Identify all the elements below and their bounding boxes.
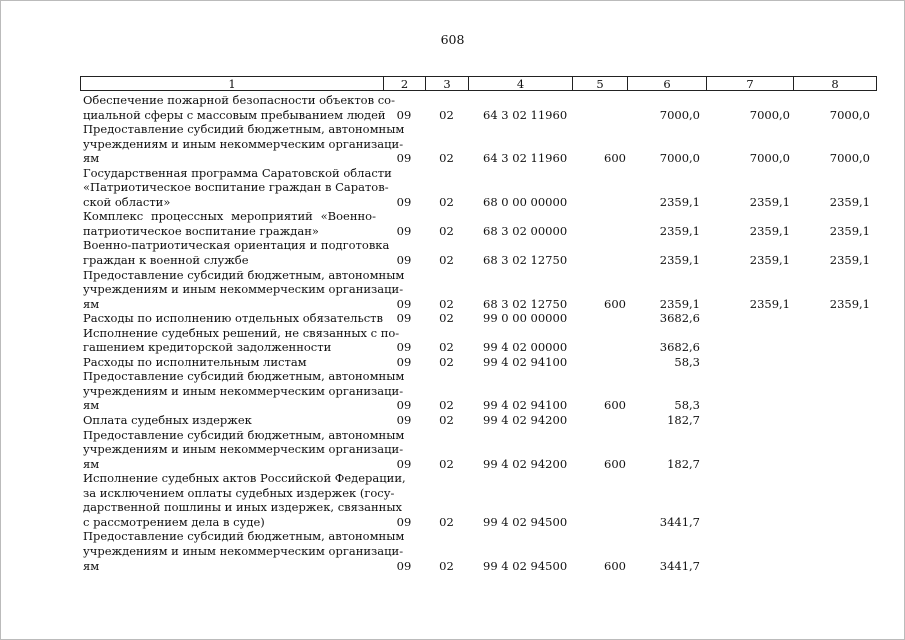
description-line: Расходы по исполнению отдельных обязательств xyxy=(83,311,383,326)
description-line: Предоставление субсидий бюджетным, автономным xyxy=(83,529,405,544)
header-col-7: 7 xyxy=(707,77,794,90)
description-line: граждан к военной службе xyxy=(83,253,249,268)
table-row xyxy=(0,238,905,267)
target-article: 68 3 02 12750 xyxy=(483,253,568,268)
header-col-4: 4 xyxy=(469,77,573,90)
expense-type: 600 xyxy=(604,398,626,413)
subsection-code: 02 xyxy=(439,296,454,311)
description-line: Предоставление субсидий бюджетным, автономным xyxy=(83,267,405,282)
section-code: 09 xyxy=(396,107,412,122)
section-code: 09 xyxy=(396,151,412,166)
section-code: 09 xyxy=(396,558,412,573)
subsection-code: 02 xyxy=(439,311,454,326)
section-code: 09 xyxy=(396,398,412,413)
amount-col-6: 7000,0 xyxy=(659,107,700,122)
header-col-1: 1 xyxy=(81,77,384,90)
amount-col-7: 2359,1 xyxy=(749,253,790,268)
amount-col-7: 2359,1 xyxy=(749,296,790,311)
subsection-code: 02 xyxy=(439,194,454,209)
target-article: 99 4 02 94200 xyxy=(483,456,568,471)
amount-col-7: 7000,0 xyxy=(749,151,790,166)
table-row xyxy=(0,311,905,326)
description-line: ям xyxy=(83,398,100,413)
description-line: Комплекс процессных мероприятий «Военно- xyxy=(83,209,376,224)
description-line: Исполнение судебных актов Российской Федерации, xyxy=(83,471,406,486)
expense-type: 600 xyxy=(604,558,626,573)
section-code: 09 xyxy=(396,311,412,326)
description-line: учреждениям и иным некоммерческим организаци- xyxy=(83,543,404,558)
subsection-code: 02 xyxy=(439,253,454,268)
amount-col-6: 58,3 xyxy=(674,354,700,369)
table-header xyxy=(80,76,877,91)
subsection-code: 02 xyxy=(439,223,454,238)
description-line: ям xyxy=(83,296,100,311)
amount-col-6: 3441,7 xyxy=(659,514,700,529)
amount-col-8: 2359,1 xyxy=(829,253,870,268)
section-code: 09 xyxy=(396,253,412,268)
amount-col-6: 58,3 xyxy=(674,398,700,413)
description-line: ям xyxy=(83,456,100,471)
row-description xyxy=(83,238,390,268)
amount-col-7: 7000,0 xyxy=(749,107,790,122)
row-description xyxy=(83,165,392,210)
amount-col-6: 3682,6 xyxy=(659,311,700,326)
amount-col-8: 7000,0 xyxy=(829,151,870,166)
table-row xyxy=(0,471,905,529)
header-col-8: 8 xyxy=(831,77,839,91)
amount-col-6: 2359,1 xyxy=(659,296,700,311)
description-line: за исключением оплаты судебных издержек (госу- xyxy=(83,485,395,500)
amount-col-7: 2359,1 xyxy=(749,223,790,238)
target-article: 68 0 00 00000 xyxy=(483,194,568,209)
subsection-code: 02 xyxy=(439,413,454,428)
description-line: Оплата судебных издержек xyxy=(83,413,252,428)
header-col-5: 5 xyxy=(573,77,628,90)
target-article: 68 3 02 00000 xyxy=(483,223,568,238)
target-article: 99 4 02 00000 xyxy=(483,340,568,355)
amount-col-6: 2359,1 xyxy=(659,253,700,268)
section-code: 09 xyxy=(396,340,412,355)
description-line: Расходы по исполнительным листам xyxy=(83,354,307,369)
description-line: дарственной пошлины и иных издержек, связанных xyxy=(83,500,402,515)
expense-type: 600 xyxy=(604,456,626,471)
amount-col-8: 2359,1 xyxy=(829,194,870,209)
amount-col-7: 2359,1 xyxy=(749,194,790,209)
description-line: ской области» xyxy=(83,194,171,209)
subsection-code: 02 xyxy=(439,151,454,166)
row-description xyxy=(83,325,400,355)
table-row xyxy=(0,166,905,210)
subsection-code: 02 xyxy=(439,514,454,529)
target-article: 99 4 02 94200 xyxy=(483,413,568,428)
section-code: 09 xyxy=(396,223,412,238)
header-col-3: 3 xyxy=(426,77,469,90)
description-line: Предоставление субсидий бюджетным, автономным xyxy=(83,369,405,384)
description-line: учреждениям и иным некоммерческим организаци- xyxy=(83,442,404,457)
table-row xyxy=(0,529,905,573)
amount-col-6: 2359,1 xyxy=(659,194,700,209)
subsection-code: 02 xyxy=(439,456,454,471)
target-article: 99 4 02 94100 xyxy=(483,398,568,413)
target-article: 99 4 02 94500 xyxy=(483,514,568,529)
row-description xyxy=(83,93,395,122)
description-line: гашением кредиторской задолженности xyxy=(83,340,332,355)
table-row xyxy=(0,93,905,122)
section-code: 09 xyxy=(396,456,412,471)
description-line: учреждениям и иным некоммерческим организаци- xyxy=(83,383,404,398)
description-line: патриотическое воспитание граждан» xyxy=(83,223,319,238)
subsection-code: 02 xyxy=(439,354,454,369)
description-line: с рассмотрением дела в суде) xyxy=(83,514,265,529)
target-article: 99 0 00 00000 xyxy=(483,311,568,326)
table-row xyxy=(0,268,905,312)
row-description xyxy=(83,311,383,326)
table-row xyxy=(0,122,905,166)
amount-col-6: 3441,7 xyxy=(659,558,700,573)
target-article: 99 4 02 94100 xyxy=(483,354,568,369)
target-article: 64 3 02 11960 xyxy=(483,107,568,122)
expense-type: 600 xyxy=(604,296,626,311)
table-body xyxy=(0,93,905,573)
description-line: учреждениям и иным некоммерческим организаци- xyxy=(83,136,404,151)
description-line: Государственная программа Саратовской области xyxy=(83,165,392,180)
row-description xyxy=(83,413,376,428)
description-line: циальной сферы с массовым пребыванием людей xyxy=(83,107,386,122)
target-article: 99 4 02 94500 xyxy=(483,558,568,573)
amount-col-8: 2359,1 xyxy=(829,296,870,311)
page-number: 608 xyxy=(440,32,465,47)
subsection-code: 02 xyxy=(439,558,454,573)
amount-col-8: 2359,1 xyxy=(829,223,870,238)
target-article: 64 3 02 11960 xyxy=(483,151,568,166)
subsection-code: 02 xyxy=(439,107,454,122)
section-code: 09 xyxy=(396,194,412,209)
description-line: Исполнение судебных решений, не связанных с по- xyxy=(83,325,400,340)
amount-col-6: 182,7 xyxy=(667,413,700,428)
target-article: 68 3 02 12750 xyxy=(483,296,568,311)
row-description xyxy=(83,209,376,238)
description-line: ям xyxy=(83,558,100,573)
row-description xyxy=(83,355,376,370)
table-row xyxy=(0,428,905,472)
table-row xyxy=(0,413,905,428)
subsection-code: 02 xyxy=(439,340,454,355)
amount-col-6: 182,7 xyxy=(667,456,700,471)
table-row xyxy=(0,326,905,355)
header-col-6: 6 xyxy=(628,77,707,90)
section-code: 09 xyxy=(396,296,412,311)
amount-col-6: 7000,0 xyxy=(659,151,700,166)
description-line: учреждениям и иным некоммерческим организаци- xyxy=(83,282,404,297)
section-code: 09 xyxy=(396,514,412,529)
description-line: Предоставление субсидий бюджетным, автономным xyxy=(83,427,405,442)
amount-col-6: 3682,6 xyxy=(659,340,700,355)
header-col-2: 2 xyxy=(384,77,426,90)
table-row xyxy=(0,355,905,370)
expense-type: 600 xyxy=(604,151,626,166)
section-code: 09 xyxy=(396,354,412,369)
description-line: Военно-патриотическая ориентация и подготовка xyxy=(83,238,390,253)
description-line: ям xyxy=(83,151,100,166)
table-row xyxy=(0,369,905,413)
subsection-code: 02 xyxy=(439,398,454,413)
description-line: «Патриотическое воспитание граждан в Саратов- xyxy=(83,180,389,195)
description-line: Обеспечение пожарной безопасности объектов со- xyxy=(83,93,395,107)
description-line: Предоставление субсидий бюджетным, автономным xyxy=(83,122,405,137)
amount-col-8: 7000,0 xyxy=(829,107,870,122)
table-row xyxy=(0,209,905,238)
section-code: 09 xyxy=(396,413,412,428)
amount-col-6: 2359,1 xyxy=(659,223,700,238)
